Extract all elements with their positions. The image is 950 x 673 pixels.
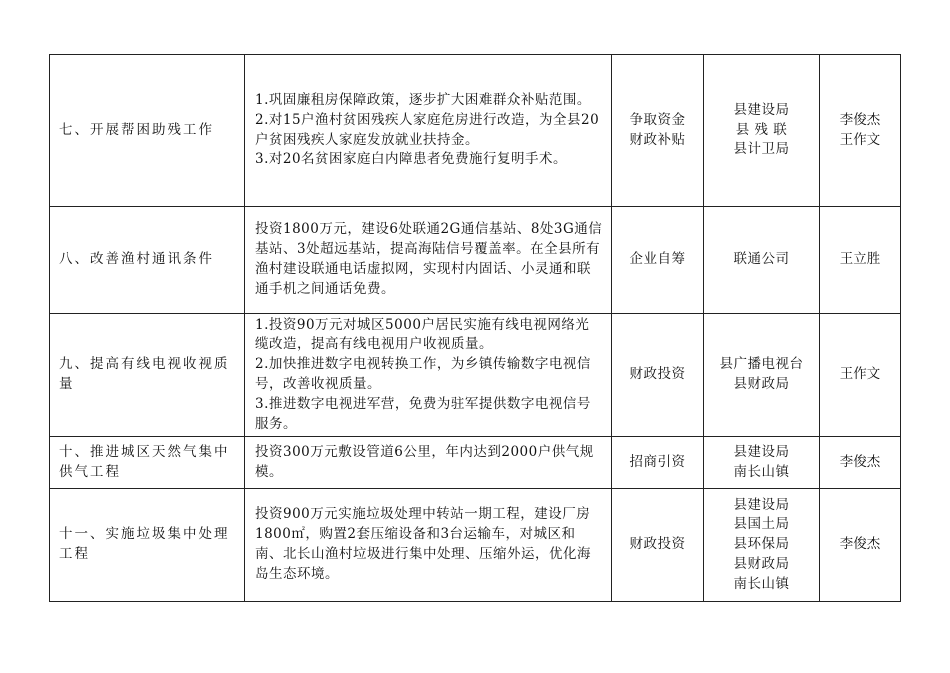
content-cell: 投资1800万元，建设6处联通2G通信基站、8处3G通信基站、3处超远基站，提高海陆信号覆盖率。在全县所有渔村建设联通电话虚拟网，实现村内固话、小灵通和联通手机之间通话免费。 <box>245 207 612 314</box>
funding-cell: 招商引资 <box>612 437 704 489</box>
department-cell: 联通公司 <box>704 207 820 314</box>
item-cell: 九、提高有线电视收视质量 <box>50 314 245 437</box>
item-cell: 七、开展帮困助残工作 <box>50 55 245 207</box>
item-cell: 十一、实施垃圾集中处理工程 <box>50 489 245 602</box>
item-cell: 十、推进城区天然气集中供气工程 <box>50 437 245 489</box>
table-row <box>50 55 901 207</box>
content-cell: 1.投资90万元对城区5000户居民实施有线电视网络光缆改造，提高有线电视用户收视质量。 2.加快推进数字电视转换工作，为乡镇传输数字电视信号，改善收视质量。 3.推进数字电视进军营，免费为驻军提供数字电视信号服务。 <box>245 314 612 437</box>
department-cell: 县建设局 县 残 联 县计卫局 <box>704 55 820 207</box>
person-cell: 王立胜 <box>820 207 901 314</box>
department-cell: 县建设局 县国土局 县环保局 县财政局 南长山镇 <box>704 489 820 602</box>
content-cell: 投资300万元敷设管道6公里，年内达到2000户供气规模。 <box>245 437 612 489</box>
person-cell: 李俊杰 <box>820 489 901 602</box>
funding-cell: 企业自筹 <box>612 207 704 314</box>
person-cell: 李俊杰 王作文 <box>820 55 901 207</box>
person-cell: 李俊杰 <box>820 437 901 489</box>
table-row <box>50 437 901 489</box>
table-row <box>50 489 901 602</box>
content-cell: 1.巩固廉租房保障政策，逐步扩大困难群众补贴范围。 2.对15户渔村贫困残疾人家庭危房进行改造，为全县20户贫困残疾人家庭发放就业扶持金。 3.对20名贫困家庭白内障患者免费施行复明手术。 <box>245 55 612 207</box>
funding-cell: 争取资金 财政补贴 <box>612 55 704 207</box>
item-cell: 八、改善渔村通讯条件 <box>50 207 245 314</box>
department-cell: 县广播电视台 县财政局 <box>704 314 820 437</box>
funding-cell: 财政投资 <box>612 489 704 602</box>
table-row <box>50 207 901 314</box>
person-cell: 王作文 <box>820 314 901 437</box>
department-cell: 县建设局 南长山镇 <box>704 437 820 489</box>
funding-cell: 财政投资 <box>612 314 704 437</box>
content-cell: 投资900万元实施垃圾处理中转站一期工程，建设厂房1800㎡，购置2套压缩设备和3台运输车，对城区和南、北长山渔村垃圾进行集中处理、压缩外运，优化海岛生态环境。 <box>245 489 612 602</box>
table-row <box>50 314 901 437</box>
project-table <box>49 54 901 602</box>
